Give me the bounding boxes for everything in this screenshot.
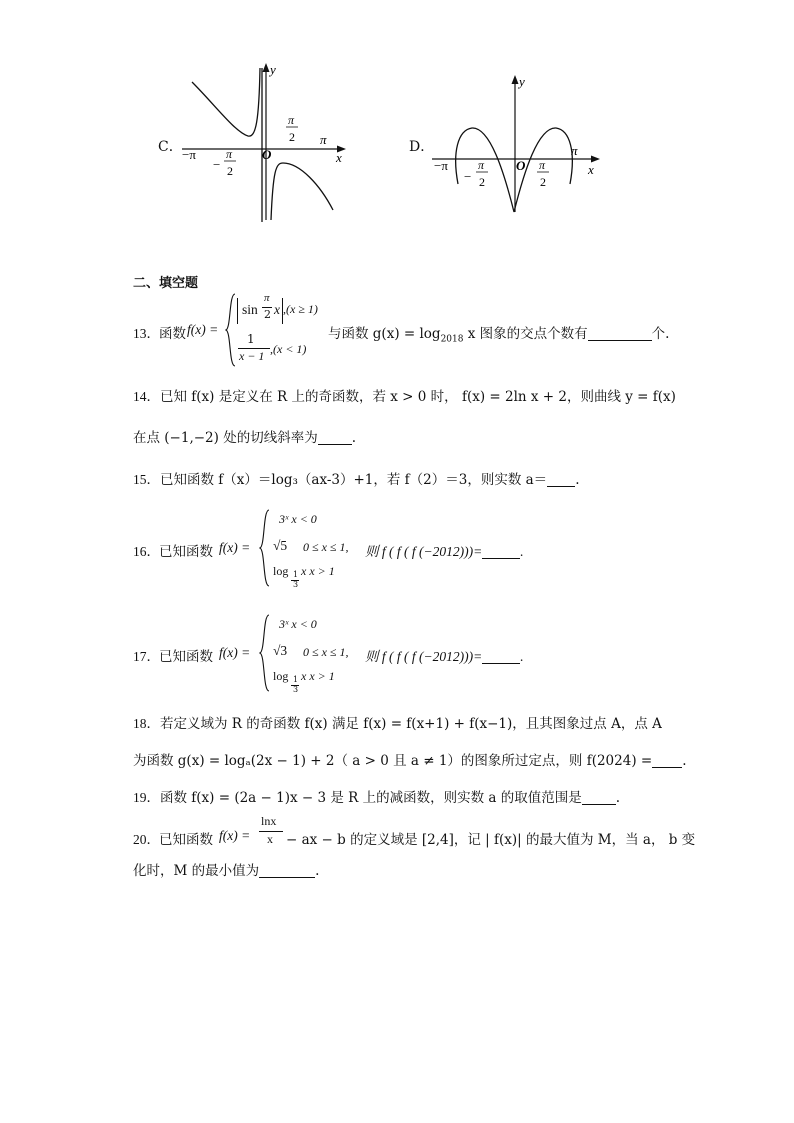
q16-case3-sub-num: 1 xyxy=(293,570,299,579)
d-tick-pi2-den: 2 xyxy=(540,175,546,189)
q16-answer-blank[interactable] xyxy=(482,544,520,559)
q17-pre: 已知函数 xyxy=(159,649,213,665)
q13-case1-cond: ,(x ≥ 1) xyxy=(283,302,318,316)
d-axis-y-label: y xyxy=(519,74,525,89)
q19-answer-blank[interactable] xyxy=(582,790,616,805)
q16-end: . xyxy=(520,544,524,559)
q18-answer-blank[interactable] xyxy=(652,753,682,768)
q13-case2-num: 1 xyxy=(247,332,255,346)
q13-post: x 图象的交点个数有 xyxy=(463,326,588,342)
question-15 xyxy=(133,468,579,488)
q13-case2-cond: ,(x < 1) xyxy=(270,342,307,356)
c-tick-origin: O xyxy=(262,147,272,162)
q13-number: 13． xyxy=(133,326,160,341)
q14-answer-blank[interactable] xyxy=(318,430,352,445)
q17-fx: f(x) = xyxy=(219,645,251,660)
q18-line2: 为函数 g(x) = logₐ(2x − 1) + 2（ a > 0 且 a ≠ 1）的图象所过定点，则 f(2024) = xyxy=(133,753,653,769)
q13-case1-frac-den: 2 xyxy=(264,308,271,321)
q16-tail xyxy=(365,540,524,560)
q17-case3-sub-num: 1 xyxy=(293,675,299,684)
question-14 xyxy=(133,385,676,405)
q13-case1-sin: sin xyxy=(242,302,258,317)
d-tick-pi2-num: π xyxy=(539,158,546,172)
q16-pre: 已知函数 xyxy=(159,544,213,560)
q20-frac-num: lnx xyxy=(261,814,277,828)
d-tick-neg-pi2-num: π xyxy=(478,158,485,172)
q17-brace-icon xyxy=(259,613,271,693)
d-axis-x-label: x xyxy=(588,162,594,177)
q16-case1: 3ˣ x < 0 xyxy=(279,512,317,526)
q15-end: . xyxy=(575,472,580,488)
q15-number: 15． xyxy=(133,472,160,487)
c-axis-x-label: x xyxy=(336,150,342,165)
q20-line2: 化时，M 的最小值为 xyxy=(133,863,260,879)
question-20-line2 xyxy=(133,859,319,879)
q13-pre: 函数 xyxy=(159,326,186,342)
q17-case3-sub-den: 3 xyxy=(293,685,299,694)
q16-brace-icon xyxy=(259,508,271,588)
q16-case2-root: √5 xyxy=(273,538,288,553)
d-tick-neg-pi: −π xyxy=(434,158,448,173)
q18-end: . xyxy=(682,753,687,769)
question-16 xyxy=(133,506,653,592)
q20-frac-den: x xyxy=(267,832,273,846)
q17-case1: 3ˣ x < 0 xyxy=(279,617,317,631)
q17-number: 17． xyxy=(133,649,160,664)
option-c-label: C． xyxy=(158,139,183,155)
q13-mid: 与函数 g(x) = log xyxy=(328,326,441,342)
question-17 xyxy=(133,611,653,697)
q13-tail xyxy=(328,322,669,345)
q17-answer-blank[interactable] xyxy=(482,649,520,664)
q17-tail xyxy=(365,645,524,665)
option-c-graph xyxy=(180,60,350,225)
d-curve xyxy=(456,128,573,212)
question-18-line2 xyxy=(133,749,687,769)
q13-case1-frac-num: π xyxy=(264,292,270,304)
d-tick-neg-pi2-den: 2 xyxy=(479,175,485,189)
q15-text: 已知函数 f（x）＝log₃（ax-3）+1，若 f（2）＝3，则实数 a＝ xyxy=(160,472,548,488)
q16-fx: f(x) = xyxy=(219,540,251,555)
question-18 xyxy=(133,712,662,732)
q20-fx: f(x) = xyxy=(219,828,251,843)
q20-end: . xyxy=(315,863,320,879)
q16-number: 16． xyxy=(133,544,160,559)
q20-rest: − ax − b 的定义域是 [2,4]，记 | f(x)| 的最大值为 M，当 a， b 变 xyxy=(286,832,696,848)
c-y-arrow xyxy=(263,63,270,72)
c-curve-left xyxy=(192,68,260,136)
q20-number: 20． xyxy=(133,832,160,847)
c-tick-minus: − xyxy=(213,157,221,172)
q18-number: 18． xyxy=(133,716,160,731)
d-tick-origin: O xyxy=(516,158,526,173)
q14-end: . xyxy=(351,430,357,446)
q19-number: 19． xyxy=(133,790,160,805)
c-tick-pi2-den: 2 xyxy=(289,130,295,144)
q13-case2-den: x − 1 xyxy=(239,349,265,363)
q13-answer-blank[interactable] xyxy=(588,326,652,341)
q14-line2: 在点 (−1,−2) 处的切线斜率为 xyxy=(133,430,318,446)
c-tick-neg-pi: −π xyxy=(182,147,196,162)
q14-line1: 已知 f(x) 是定义在 R 上的奇函数，若 x > 0 时， f(x) = 2ln x + 2，则曲线 y = f(x) xyxy=(160,389,676,405)
question-19 xyxy=(133,786,620,806)
c-tick-neg-pi2-num: π xyxy=(226,147,233,161)
q16-case3-sub-den: 3 xyxy=(293,580,299,589)
q17-case3-log: log xyxy=(273,669,289,683)
q17-end: . xyxy=(520,649,524,664)
c-tick-neg-pi2-den: 2 xyxy=(227,164,233,178)
q13-end: 个. xyxy=(651,326,670,342)
q16-then: 则 f ( f ( f (−2012)))= xyxy=(365,544,483,559)
section-title: 二、填空题 xyxy=(133,276,199,291)
q17-case2-cond: 0 ≤ x ≤ 1, xyxy=(303,645,349,659)
c-axis-y-label: y xyxy=(270,62,276,77)
c-tick-pi2-num: π xyxy=(288,113,295,127)
d-tick-minus: − xyxy=(464,169,472,184)
q18-line1: 若定义域为 R 的奇函数 f(x) 满足 f(x) = f(x+1) + f(x−1)，且其图象过点 A，点 A xyxy=(160,716,662,732)
question-13 xyxy=(133,292,670,370)
q13-brace-icon xyxy=(225,292,237,368)
q13-case1-var: x xyxy=(274,302,280,317)
q20-pre: 已知函数 xyxy=(159,832,213,848)
question-14-line2 xyxy=(133,426,356,446)
q14-number: 14． xyxy=(133,389,160,404)
d-tick-pi: π xyxy=(571,143,578,158)
option-d-label: D． xyxy=(409,139,435,155)
q15-answer-blank[interactable] xyxy=(547,472,575,487)
q19-end: . xyxy=(615,790,621,806)
q16-case3-rest: x x > 1 xyxy=(301,564,335,578)
q17-then: 则 f ( f ( f (−2012)))= xyxy=(365,649,483,664)
d-y-arrow xyxy=(512,75,519,84)
question-20 xyxy=(133,814,696,850)
q19-text: 函数 f(x) = (2a − 1)x − 3 是 R 上的减函数，则实数 a 的取值范围是 xyxy=(160,790,582,806)
q16-case3-log: log xyxy=(273,564,289,578)
c-tick-pi: π xyxy=(320,132,327,147)
q13-fx: f(x) = xyxy=(187,322,219,337)
q13-sub: 2018 xyxy=(440,334,464,345)
q16-case2-cond: 0 ≤ x ≤ 1, xyxy=(303,540,349,554)
q17-case3-rest: x x > 1 xyxy=(301,669,335,683)
q17-case2-root: √3 xyxy=(273,643,288,658)
c-curve-right xyxy=(271,163,333,220)
option-d-graph xyxy=(430,72,605,217)
q20-answer-blank[interactable] xyxy=(259,863,315,878)
